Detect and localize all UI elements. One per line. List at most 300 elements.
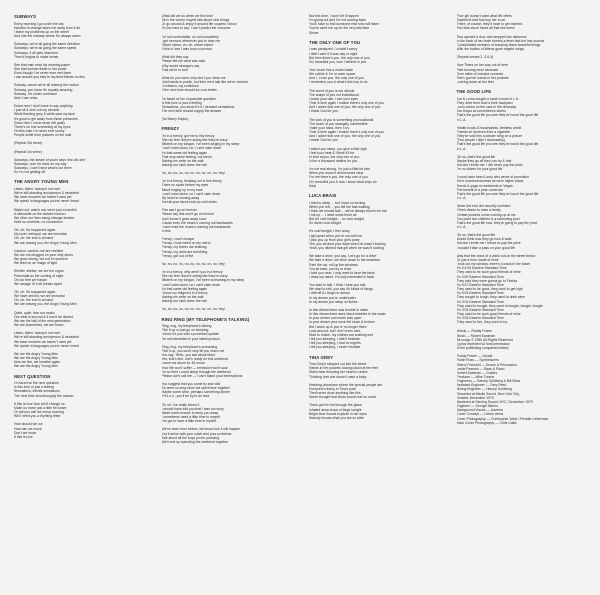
- lyric-line: Robert Eastman — Guitars: [456, 370, 498, 375]
- lyric-line: Pick it up, you won't stop till you reach me: [161, 348, 225, 353]
- stanza: [457, 55, 593, 59]
- lyric-line: I should have told you that I was too busy: [161, 406, 224, 411]
- lyric-line: I roll up ... I need some fresh air: [309, 212, 357, 217]
- stanza: [309, 167, 445, 188]
- lyric-line: We take a drive, you say, 'Let's go for a drive': [309, 254, 377, 259]
- lyric-line: We are shameless, we are brave: [14, 323, 64, 328]
- lyric-line: Making me write on the wall: [161, 158, 204, 163]
- lyric-line: Sensations, you know it's 6 l demand sensations: [161, 104, 235, 109]
- lyric-line: The next time should supply the answer: [161, 108, 222, 113]
- lyric-line: We start to talk, you say it's kinda of things: [309, 287, 373, 292]
- lyric-line: You suggest that you come by and visit: [161, 381, 221, 386]
- lyric-line: Oh, oh: it's happened again: [14, 228, 56, 233]
- lyric-line: No, no, no, no, no, no, no, no, no, no, hey!: [161, 171, 226, 176]
- stanza: [309, 283, 445, 304]
- lyric-line: Poor girl doesn't want what life offers: [456, 14, 512, 18]
- stanza: [162, 403, 298, 424]
- stanza: [309, 383, 445, 400]
- lyric-line: How can we move: [14, 426, 42, 431]
- lyric-line: Then it begins to make sense: [14, 54, 59, 59]
- lyric-line: Making me stick down the hall: [161, 162, 207, 167]
- lyric-line: Please don't call me — I can't stand your interruptions: [161, 373, 243, 378]
- lyric-line: But it's cold tonight ... so cold tonight: [309, 217, 364, 222]
- lyric-line: And I adore that one of you, the only one of you: [309, 105, 381, 110]
- lyric-line: They used to boogie, they used to boogie, boogie, boogie: [456, 303, 543, 308]
- lyric-line: Ring, ring, my telephone's talking: [161, 324, 212, 329]
- song-title: THE ANGRY YOUNG MEN: [14, 179, 69, 185]
- lyric-line: Two point two children & a swimming pool: [456, 216, 520, 221]
- lyric-line: Subways, we're all going the same direction: [14, 42, 80, 47]
- lyric-line: It's too hard to say, I can't predict the outcome: [161, 26, 231, 31]
- lyric-line: On our feet we hassle: [14, 277, 47, 282]
- lyric-line: We are not drugged on your dirty doors: [14, 252, 73, 257]
- lyric-line: We are among you, the Angry Young Men: [14, 302, 77, 307]
- stanza: [162, 55, 298, 72]
- lyrics-column-3: [309, 14, 445, 595]
- lyric-line: What will we do when we find love: [161, 14, 213, 18]
- lyric-line: We are the Angry Young Men: [14, 356, 59, 361]
- lyric-line: Frenzy, my arms are trembling: [161, 249, 208, 254]
- lyric-line: Primordial as the coming of night: [14, 273, 64, 278]
- stanza: [14, 311, 150, 328]
- lyric-line: We drive our lives along strange desires: [14, 215, 75, 220]
- song-block: [309, 14, 445, 35]
- stanza: [14, 290, 150, 307]
- song-block: [457, 14, 593, 84]
- lyric-line: Consolidated screams of bumping black beautiful things: [456, 42, 541, 47]
- lyric-line: The benefit of a year-round tan: [456, 187, 504, 192]
- song-title: FRENZY: [161, 126, 180, 132]
- lyric-line: Why would strangers say: [161, 63, 200, 68]
- lyric-line: We've been here before, we know how it will happen: [161, 427, 241, 432]
- lyric-line: It's been so long since we spent time together: [161, 386, 231, 391]
- lyric-line: There no spots before my eyes: [161, 183, 209, 188]
- lyric-line: We are the Angry Young Men: [14, 364, 59, 369]
- lyric-line: When you left ... you left me fast walking: [309, 204, 370, 209]
- lyric-line: Look around, but I don't even care: [309, 328, 361, 333]
- lyric-line: Please say this won't go on forever: [161, 212, 214, 217]
- lyric-line: You've used me up for the very last time: [309, 26, 370, 31]
- song-block: [309, 40, 445, 188]
- lyric-line: It's 3:07 Eastern Standard Time: [456, 282, 504, 287]
- stanza: [14, 422, 150, 439]
- lyric-line: Start to shake, my clothes are soaking wet: [309, 332, 373, 337]
- lyric-line: Oh, oh: it's happened again: [14, 290, 56, 294]
- lyric-line: Mastered at Sterling Sound, NYC, December 1979: [456, 399, 533, 404]
- lyric-line: That's the good life you see they've found the good life: [456, 113, 539, 118]
- lyric-line: We feed on an image of light: [14, 261, 58, 266]
- lyric-line: I'm not real strong, I'm just a little bit vain: [309, 167, 371, 172]
- stanza: [457, 63, 593, 84]
- lyric-line: I get nervous whenever you're near me: [161, 38, 221, 43]
- lyric-line: We are the hall of the next generation: [14, 318, 71, 323]
- lyric-line: Quiet, quiet, fear our music: [14, 310, 55, 315]
- lyric-line: Lorny works on the cars in the driveway: [456, 105, 517, 110]
- lyric-line: The shape of you not institutional: [309, 92, 359, 97]
- lyric-line: See my feet, they're acting like they're crazy: [161, 274, 228, 279]
- lyric-line: I'm not comfortable, no not completely: [161, 34, 219, 39]
- stanza: [162, 324, 298, 341]
- song-block: [14, 179, 150, 368]
- lyric-line: Hold hands in public, but then we'd talk like we're married: [161, 80, 248, 85]
- lyric-line: I'm so tired I could sleep through the weekend: [161, 369, 231, 374]
- lyric-line: With the bodies of kittens gone angels' wings: [456, 47, 525, 52]
- stanza: [162, 262, 298, 266]
- lyric-line: That very same feeling, my friend: [161, 154, 212, 159]
- lyric-line: I know my religion's in a frenzy: [161, 290, 208, 295]
- lyric-line: Maybe some wine, perhaps something dinner: [161, 390, 230, 395]
- stanza: [14, 269, 150, 286]
- lyric-line: We're still standing anonymous & decadent: [14, 191, 79, 196]
- lyric-line: Tina's got her fist through the glass: [309, 403, 362, 408]
- lyric-line: Engineer — George Marino: [456, 404, 498, 409]
- lyric-line: Blood ringing up in my ears: [161, 187, 203, 192]
- song-block: [162, 317, 298, 445]
- lyric-line: New Times on her way out of here: [456, 63, 508, 68]
- stanza: [309, 403, 445, 420]
- lyric-line: I take your hand, then I cry: [309, 125, 350, 130]
- lyric-line: It's 3:06 Eastern Standard Time: [456, 316, 504, 321]
- lyric-line: They used to live, they used to try: [456, 320, 508, 325]
- lyric-line: In L.A.: [456, 146, 467, 151]
- lyric-line: I tell you sleeping, I didn't hesitate: [309, 337, 360, 342]
- lyric-line: Subways, it all gets obscured: [14, 50, 58, 55]
- lyric-line: I wouldn't take a pass on your good life: [456, 245, 516, 250]
- lyric-line: I think we should talk ... we've always tried to be fair: [309, 208, 387, 213]
- stanza: [457, 175, 593, 200]
- lyric-line: What do you want, why don't you show me: [161, 75, 226, 80]
- lyric-line: Shiver shiver, oh, oh, shiver shiver: [161, 42, 214, 47]
- stanza: [162, 382, 298, 399]
- lyric-line: Or go around & enjoy it around life couples I know: [161, 22, 237, 27]
- lyric-line: We have arrived, we are immortal: [14, 294, 65, 299]
- lyric-line: Making me write on the wall: [161, 295, 204, 300]
- lyric-line: And I adore that one of you, the only one of you: [309, 134, 381, 139]
- lyric-line: Down here I don't have to say anything: [14, 104, 73, 109]
- lyric-line: (Repeat 3rd verse): [14, 141, 43, 146]
- lyric-line: What did they say: [161, 55, 189, 60]
- lyric-line: She's got her hands in her pockets: [456, 75, 509, 80]
- lyric-line: I was paralyzed, I couldn't worry: [309, 47, 358, 52]
- lyric-line: That we're in love: [161, 67, 188, 72]
- stanza: [162, 270, 298, 303]
- stanza: [309, 14, 445, 35]
- lyric-line: It's 3:4:00 Eastern Standard Time: [456, 266, 507, 271]
- lyric-line: And all your faces look up cold clean: [161, 200, 217, 205]
- lyric-line: Not this time, I won't let it happen: [309, 14, 359, 18]
- lyric-line: In the back of her brain burned a fever fact but lost sounds: [456, 38, 545, 43]
- lyric-line: Is this love or just a feeling: [14, 385, 54, 390]
- lyric-line: People smile from pictures on the wall: [14, 133, 72, 138]
- lyric-line: I just sit & look out my window: [14, 108, 60, 113]
- lyric-line: they!: [309, 183, 317, 188]
- lyric-line: Assistant Engineer — Gary Reed: [456, 383, 507, 388]
- lyric-line: Leave me alone for 48 hours: [161, 361, 205, 366]
- lyric-line: Confusion, my confusion: [161, 84, 199, 89]
- lyric-line: I can't calm down, no I can't calm down: [161, 191, 221, 196]
- lyric-line: Stairs bear throwing her head in circles: [309, 370, 368, 375]
- lyric-line: Frenzy, I can't escape: [161, 237, 195, 242]
- lyric-line: Frenzy, my knees are shaking: [161, 245, 207, 250]
- lyric-line: There, of course, they'd have to get married: [456, 22, 523, 27]
- lyric-line: In love w/you, the only one of you: [309, 154, 360, 159]
- lyric-line: (Repeat 1st verse): [14, 149, 42, 154]
- lyric-line: Tennis & yoga on weekends in Vegas: [456, 183, 513, 188]
- lyric-line: Engineers — Harvey Goldberg & Bill Stoia: [456, 379, 521, 384]
- lyric-line: And I know it goes away soon: [161, 216, 207, 221]
- lyric-line: Ring, ring, my telephone's screaming: [161, 344, 218, 349]
- lyric-line: Subway, you know it's equally amazing: [14, 87, 73, 92]
- stanza: [457, 126, 593, 151]
- song-title: THE GOOD LIFE: [456, 89, 492, 95]
- stanza: [14, 42, 150, 59]
- lyric-line: Never thought that knots would hurt so much: [309, 395, 377, 400]
- lyric-line: Now I can relax: [14, 95, 38, 100]
- song-block: [162, 14, 298, 121]
- lyric-line: We savage 'til it all breaks apart: [14, 281, 62, 286]
- lyric-line: Cover Concept — Urban Verbs: [456, 412, 504, 417]
- lyric-line: I get upset when you're not with me: [309, 233, 363, 238]
- lyric-line: Over miles of cracked concrete: [456, 71, 504, 76]
- stanza: [14, 22, 150, 39]
- lyric-line: Your life won't suffer — remission won't sour: [161, 365, 228, 370]
- lyric-line: We are among you, the Angry Young Men: [14, 240, 77, 245]
- lyric-line: Recorded at Media Sound, New York City,: [456, 391, 520, 396]
- lyric-line: Producer — Mike Thorne: [456, 375, 495, 379]
- lyric-line: In this: [161, 229, 171, 233]
- stanza: [457, 354, 593, 425]
- lyric-line: For me there's you, the only one of you: [309, 175, 368, 180]
- lyric-line: I can't calm down, no I can't calm down: [161, 282, 221, 287]
- lyric-line: Oh oh: I've really blown it: [161, 402, 200, 407]
- lyric-line: I can't calm down, no, I can't calm down: [161, 146, 222, 151]
- lyric-line: 'Cause even the music's coming out backwards: [161, 220, 233, 225]
- lyric-line: If the next time should turn out better: [161, 88, 217, 93]
- lyric-line: I can assure you they're my best friends on this: [14, 75, 85, 80]
- lyric-line: Down here I know never felt guilty: [14, 120, 65, 125]
- lyric-line: I draw my name, I'm only interested in facts: [309, 275, 375, 279]
- lyric-line: Made some excuse to keep you away: [161, 410, 219, 415]
- lyric-line: Frenzy, I look weird on my mirror: [161, 241, 211, 246]
- stanza: [14, 352, 150, 369]
- lyric-line: Or just a horn made of mine: [456, 257, 499, 262]
- lyric-line: Will I need you a rhyming letter: [14, 414, 61, 419]
- lyric-line: Listen, listen: history's not over: [14, 331, 61, 336]
- lyric-line: Watch out, watch out, we're just a handful: [14, 207, 77, 212]
- lyric-line: Sherry Frenchel — Drums & Percussion: [456, 362, 517, 367]
- lyric-line: Subway, cause we're all sharing the motion: [14, 83, 79, 88]
- lyric-line: That's the good life now, they're going to pay the price: [456, 220, 538, 225]
- lyrics-column-2: [162, 14, 298, 595]
- song-block: [309, 355, 445, 420]
- song-block: [14, 14, 150, 174]
- lyric-line: I remember you & what's this boy to do: [309, 80, 368, 85]
- stanza: [457, 35, 593, 52]
- lyric-line: They said they were gonna go to Florida: [456, 278, 518, 283]
- lyric-line: Subways, the dream of yours says 'she-din-she': [14, 157, 86, 162]
- lyric-line: Never the end Jim secretly confided: [456, 204, 511, 209]
- stanza: [162, 14, 298, 31]
- lyric-line: Friends w/ services from a cigarette: [456, 129, 511, 134]
- stanza: [457, 329, 593, 350]
- stanza: [309, 254, 445, 279]
- lyric-line: In L.A.: [456, 196, 467, 201]
- lyric-line: You start to talk, I think I hear you talk: [309, 283, 366, 288]
- lyric-line: Tina opened a door and stepped into darkness: [456, 34, 527, 39]
- lyric-line: I'm no citizen for your good life: [456, 167, 503, 172]
- lyric-line: Joe & Lorna bought a ranch house in L.A.: [456, 96, 520, 101]
- lyric-line: We speak in languages you've never heard: [14, 343, 79, 348]
- lyric-line: Subways, we're all going the same speed: [14, 46, 77, 51]
- lyric-line: Frenzy, got out of the: [161, 253, 194, 258]
- lyric-line: It must have been Lorny who wrote of promotion: [456, 175, 530, 180]
- lyric-line: No, no, no, no, no, no, no, no, no, no, hey!: [161, 307, 226, 312]
- lyric-line: It's 3:00 Eastern Standard Time: [456, 274, 504, 279]
- song-block: [14, 374, 150, 439]
- lyric-line: In your dream your neck felt loose & broken: [309, 320, 375, 325]
- lyric-line: But don't invite me I refuse to pay the price: [456, 241, 521, 246]
- lyric-line: It's 3:04 Eastern Standard Time: [456, 299, 504, 304]
- stanza: [14, 83, 150, 100]
- lyric-line: They drive their food a their backyard: [456, 100, 513, 105]
- lyric-line: Bright blue moons explode in her eyes: [309, 411, 367, 416]
- song-title: RING RING (MY TELEPHONE'S TALKING): [161, 316, 250, 322]
- stanza: [14, 331, 150, 348]
- lyric-line: I tell you sleeping, I never hesitate: [309, 345, 361, 350]
- lyric-line: Subways, now I'm back on my way: [14, 161, 67, 166]
- lyric-line: Health foods & houseplants, limitless credit: [456, 125, 522, 130]
- lyric-line: I didn't care if it was day or night: [309, 51, 358, 56]
- lyric-line: Time & time again I realize there's only one of you: [309, 130, 384, 135]
- lyric-line: Making me stick down the hall: [161, 299, 207, 304]
- stanza: [14, 141, 150, 145]
- song-title: TINA GREY: [309, 354, 334, 360]
- lyric-line: Certain pictures come rushing up at me: [456, 212, 516, 217]
- lyric-line: I'm not interested in your latest product: [161, 336, 220, 341]
- lyric-line: They used to be such good friends of mine: [456, 270, 521, 275]
- lyrics-column-1: [14, 14, 150, 595]
- lyric-line: I'd be a thousand deaths for you: [309, 158, 358, 163]
- lyric-line: I watch you sleep, you give a little sigh: [309, 146, 367, 151]
- stanza: [162, 307, 298, 311]
- lyric-line: Shiver: [309, 30, 319, 35]
- stanza: [162, 35, 298, 52]
- lyric-line: In my dream you're underwater: [309, 295, 356, 300]
- lyric-line: But I woke up & you're no longer there: [309, 324, 367, 329]
- lyric-line: If this is love I was born a survivor: [161, 47, 213, 52]
- lyric-line: If it's o.k., you'll be by in an hour: [161, 394, 210, 399]
- song-title: NEXT QUESTION: [14, 373, 51, 379]
- lyric-line: I leave my problems up on the street: [14, 29, 69, 34]
- stanza: [457, 14, 593, 31]
- stanza: [309, 47, 445, 64]
- lyric-line: Oh, oh: the end is at hand: [14, 298, 54, 303]
- stanza: [162, 427, 298, 444]
- stanza: [309, 89, 445, 114]
- lyric-line: (Lyrics reprinted w/ fond permission: [456, 341, 510, 346]
- lyric-line: We collide & I'm in outer space: [309, 72, 356, 77]
- lyric-line: Cover Photography — Christopher West / Freddie Lieberman: [456, 416, 549, 421]
- lyric-line: Don't we move: [14, 430, 37, 435]
- lyric-line: In L.A.: [456, 225, 467, 229]
- song-title: SUBWAYS: [14, 14, 37, 19]
- lyric-line: The touch of you strangely comfortable: [309, 121, 368, 126]
- lyric-line: I feel your heat & I think it'll be: [309, 150, 355, 155]
- stanza: [457, 254, 593, 325]
- lyric-line: We'll end up spending the weekend together: [161, 439, 229, 444]
- lyric-line: I'm faced w/ her impossible question: [161, 96, 217, 101]
- lyric-line: Heading downtown where the special people are: [309, 382, 383, 387]
- lyric-line: Oh no, that's the good life: [456, 154, 496, 159]
- stanza: [162, 208, 298, 233]
- lyric-line: This can't go on forever: [161, 208, 197, 213]
- stanza: [14, 402, 150, 419]
- stanza: [14, 208, 150, 225]
- lyric-line: I hold you near, I only want to hear the facts: [309, 270, 375, 275]
- lyric-line: (Repeat verses 2, 3 & 4): [456, 55, 494, 60]
- lyric-line: Yes, she's fine, she's ready for this weekend: [161, 357, 228, 362]
- song-block: [457, 89, 593, 324]
- stanza: [309, 308, 445, 350]
- lyric-line: Everyone's funny in Tina's park: [309, 386, 356, 391]
- lyric-line: In my dream you sleep w/ fishes: [309, 299, 358, 304]
- lyric-line: Park the car, roll up the windows: [309, 262, 358, 267]
- lyric-line: Mixing Engineer — Harvey Goldberg: [456, 387, 512, 392]
- stanza: [14, 158, 150, 175]
- lyric-line: Sit in the corner maybe talk about new things: [161, 18, 230, 23]
- song-title: THE ONLY ONE OF YOU: [309, 39, 361, 45]
- lyric-line: Boyfriend cold fool buy her a car: [456, 18, 506, 23]
- lyric-line: Time & time again I realize there's only one of you: [309, 101, 384, 106]
- lyric-line: I touch your hair, I see your eyes: [309, 96, 359, 101]
- lyric-line: Roddy Frame — Vocals: [456, 354, 493, 359]
- stanza: [14, 104, 150, 137]
- lyric-line: Robin Ross — Synthesizers: [456, 358, 499, 363]
- lyric-line: Our beat is second & it won't be denied: [14, 314, 73, 319]
- lyric-line: In your dream out mouth was open: [309, 316, 362, 321]
- lyric-line: While flashing grey & white past my face: [14, 112, 75, 117]
- lyric-line: My heart is running away: [161, 195, 200, 200]
- stanza: [162, 345, 298, 378]
- lyric-line: I'm faced w/ the next question: [14, 381, 59, 386]
- lyric-line: Shelter, shelter, we are the rogue: [14, 269, 64, 274]
- lyric-line: Yeah, you ditched that girl when he wasn't looking: [309, 246, 384, 251]
- lyric-line: Please tell me what was said: [161, 59, 206, 64]
- lyric-line: And I, I love you, the only one of you: [309, 76, 364, 81]
- lyric-line: Every morning I go under the city: [14, 21, 64, 26]
- lyric-line: They used to be such good friends of mine: [456, 311, 521, 316]
- lyric-line: All songs © 1980 All Rights Reserved: [456, 337, 513, 342]
- lyric-line: The look of you is something provocational: [309, 117, 374, 122]
- lyric-line: It's 3:03 Eastern Standard Time: [456, 291, 504, 296]
- lyric-line: Nobody knows what you are so alive: [309, 415, 365, 420]
- lyric-line: The next time should supply the answer: [14, 393, 74, 398]
- stanza: [162, 237, 298, 258]
- stanza: [457, 204, 593, 229]
- stanza: [309, 229, 445, 250]
- lyric-line: I've got to have a little time to myself: [161, 419, 217, 424]
- lyric-line: When you move it all becomes clear: [309, 171, 364, 176]
- stanza: [14, 63, 150, 80]
- lyric-line: Music — Robert Eastman: [456, 333, 496, 338]
- lyric-line: Was that the crack of a pistol out on the street below: [456, 253, 536, 258]
- stanza: [457, 233, 593, 250]
- lyric-line: I'm in a frenzy, why aren't you in a frenzy: [161, 270, 223, 275]
- stanza: [162, 171, 298, 175]
- lyric-line: You say, 'Hello, you ask about Mary': [161, 353, 216, 358]
- lyric-line: Tired never done anything like this: [309, 391, 361, 396]
- lyric-line: You'll have to find someone else who will listen: [309, 22, 380, 27]
